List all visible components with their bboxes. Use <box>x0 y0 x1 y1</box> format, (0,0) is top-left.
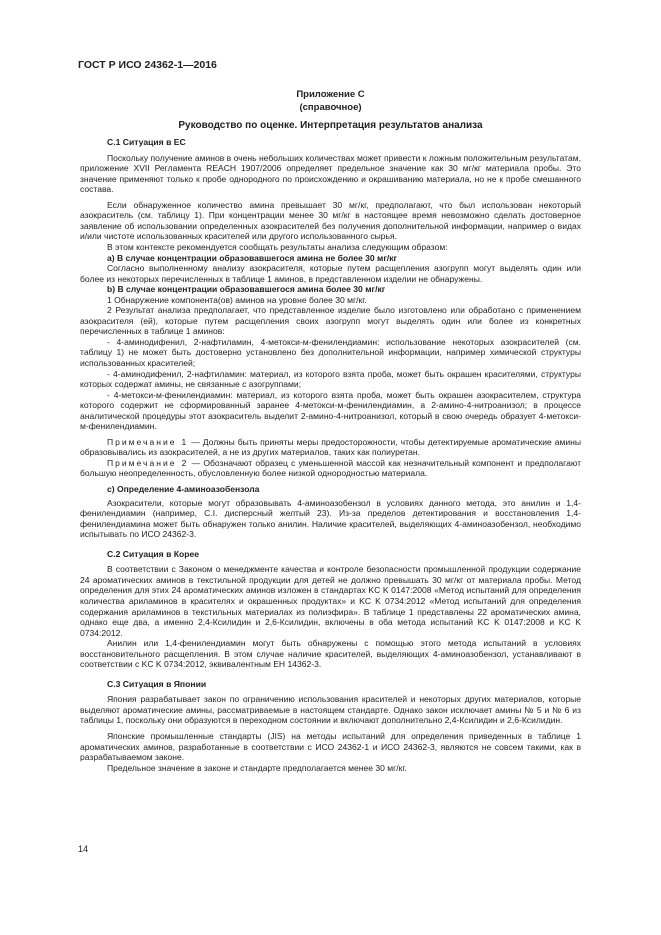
note-1-label: Примечание 1 <box>107 436 189 447</box>
standard-header: ГОСТ Р ИСО 24362-1—2016 <box>78 59 217 71</box>
list-paragraph: - 4-метокси-м-фенилендиамин: материал, из которого взята проба, может быть окрашен азокрасителем, структура которого содержит не сформированный заранее 4-метокси-м-фенилендиамин, а 2-амино-4-нитроанизол; в процессе аналитической процедуры этот азокраситель выделит 2-амино-4-нитроанизол, который в свою очередь образует 4-метокси-м-фенилендиамин. <box>80 389 581 432</box>
document-body <box>80 137 581 773</box>
paragraph: Японские промышленные стандарты (JIS) на методы испытаний для определения приведенных в таблице 1 ароматических аминов, разработанные в соответствии с ИСО 24362-1 и ИСО 24362-3, являются не совсем такими, как в разрабатываемом законе. <box>80 731 581 763</box>
note-1 <box>80 437 581 458</box>
note-1-text: — Должны быть приняты меры предосторожности, чтобы детектируемые ароматические амины образовывались из азокрасителей, а не из других материалов, таких как полиуретан. <box>80 436 581 458</box>
note-2-text: — Обозначают образец с уменьшенной массой как незначительный компонент и предполагают большую неопределенность, обусловленную более низкой однородностью материала. <box>80 457 581 479</box>
paragraph: 2 Результат анализа предполагает, что представленное изделие было изготовлено или обработано с применением азокрасителя (ей), которые путем расщепления своих азогрупп могут выделять один или более из конкретных перечисленных в таблице 1 аминов: <box>80 305 581 337</box>
paragraph: Предельное значение в законе и стандарте предполагается менее 30 мг/кг. <box>107 762 407 773</box>
section-heading-c1: С.1 Ситуация в ЕС <box>107 137 186 147</box>
paragraph: Япония разрабатывает закон по ограничению использования красителей и некоторых других материалов, которые выделяют ароматические амины, рассматриваемые в настоящем стандарте. Однако закон исключает амины № 5 и № 6 из таблицы 1, поскольку они образуются в переходном состоянии и включают дополнительно 2,4-Ксилидин и 2,6-Ксилидин. <box>80 694 581 726</box>
paragraph: В этом контексте рекомендуется сообщать результаты анализа следующим образом: <box>107 241 448 252</box>
note-2-label: Примечание 2 <box>107 457 189 468</box>
list-paragraph: - 4-аминодифенил, 2-нафтиламин, 4-метокси-м-фенилендиамин: использование некоторых азокрасителей (см. таблицу 1) не может быть достоверно установлено без дополнительной информации, например химической структуры использованных красителей; <box>80 336 581 368</box>
subheading-c: с) Определение 4-аминоазобензола <box>107 484 260 494</box>
appendix-title: Руководство по оценке. Интерпретация результатов анализа <box>178 120 483 131</box>
paragraph: Поскольку получение аминов в очень небольших количествах может привести к ложным положительным результатам, приложение XVII Регламента REACH 1907/2006 определяет предельное значение как 30 мг/кг материала пробы. Это значение применяют только к пробе однородного по происхождению и окрашиванию материала, но не к пробе смешанного состава. <box>80 152 581 195</box>
paragraph: Согласно выполненному анализу азокрасителя, которые путем расщепления азогрупп могут выделять один или более из некоторых перечисленных в таблице 1 аминов, в представленном изделии не обнаружены. <box>80 263 581 284</box>
subheading-b: b) В случае концентрации образовавшегося амина более 30 мг/кг <box>107 284 386 295</box>
paragraph: В соответствии с Законом о менеджменте качества и контроле безопасности промышленной продукции содержание 24 ароматических аминов в текстильной продукции для детей не должно превышать 30 мг/кг от материала пробы. Метод определения для этих 24 ароматических аминов изложен в стандартах KC K 0147:2008 «Метод испытаний для определения количества ариламинов в красителях и окрашенных продуктах» и KC K 0734:2012 «Метод испытаний для определения содержания ариламинов в текстильных материалах из полиэфира». В таблице 1 представлены 22 ароматических амина, однако еще два, а именно 2,4-Ксилидин и 2,6-Ксилидин, включены в оба метода испытаний KC K 0147:2008 и KC K 0734:2012. <box>80 564 581 638</box>
paragraph: Азокрасители, которые могут образовывать 4-аминоазобензол в условиях данного метода, это анилин и 1,4-фенилендиамин (например, C.I. дисперсный желтый 23). Из-за пределов детектирования и восстановления 1,4-фенилендиамина может быть обнаружен только анилин. Наличие красителей, выделяющих 4-аминоазобензол, необходимо испытывать по ИСО 24362-3. <box>80 497 581 540</box>
appendix-label: Приложение С <box>296 89 365 100</box>
paragraph: Анилин или 1,4-фенилендиамин могут быть обнаружены с помощью этого метода испытаний в условиях восстановительного расщепления. В этом случае наличие красителей, выделяющих 4-аминоазобензол, устанавливают в соответствии с KC K 0734:2012, эквивалентным ЕН 14362-3. <box>80 638 581 670</box>
paragraph: 1 Обнаружение компонента(ов) аминов на уровне более 30 мг/кг. <box>107 294 367 305</box>
list-paragraph: - 4-аминодифенил, 2-нафтиламин: материал, из которого взята проба, может быть окрашен красителями, структуры которых содержат амины, не связанные с азогруппами; <box>80 368 581 390</box>
subheading-a: а) В случае концентрации образовавшегося амина не более 30 мг/кг <box>107 252 398 263</box>
note-2 <box>80 458 581 479</box>
section-heading-c3: С.3 Ситуация в Японии <box>107 678 207 689</box>
appendix-type: (справочное) <box>299 102 362 113</box>
paragraph: Если обнаруженное количество амина превышает 30 мг/кг, предполагают, что был использован некоторый азокраситель (см. таблицу 1). При концентрации менее 30 мг/кг в настоящее время невозможно сделать достоверное заявление об использовании определенных азокрасителей без получения дополнительной информации, например о видах и/или чистоте использованных красителей или другого использованного сырья. <box>80 199 581 242</box>
page-number: 14 <box>78 844 89 854</box>
section-heading-c2: С.2 Ситуация в Корее <box>107 548 200 559</box>
